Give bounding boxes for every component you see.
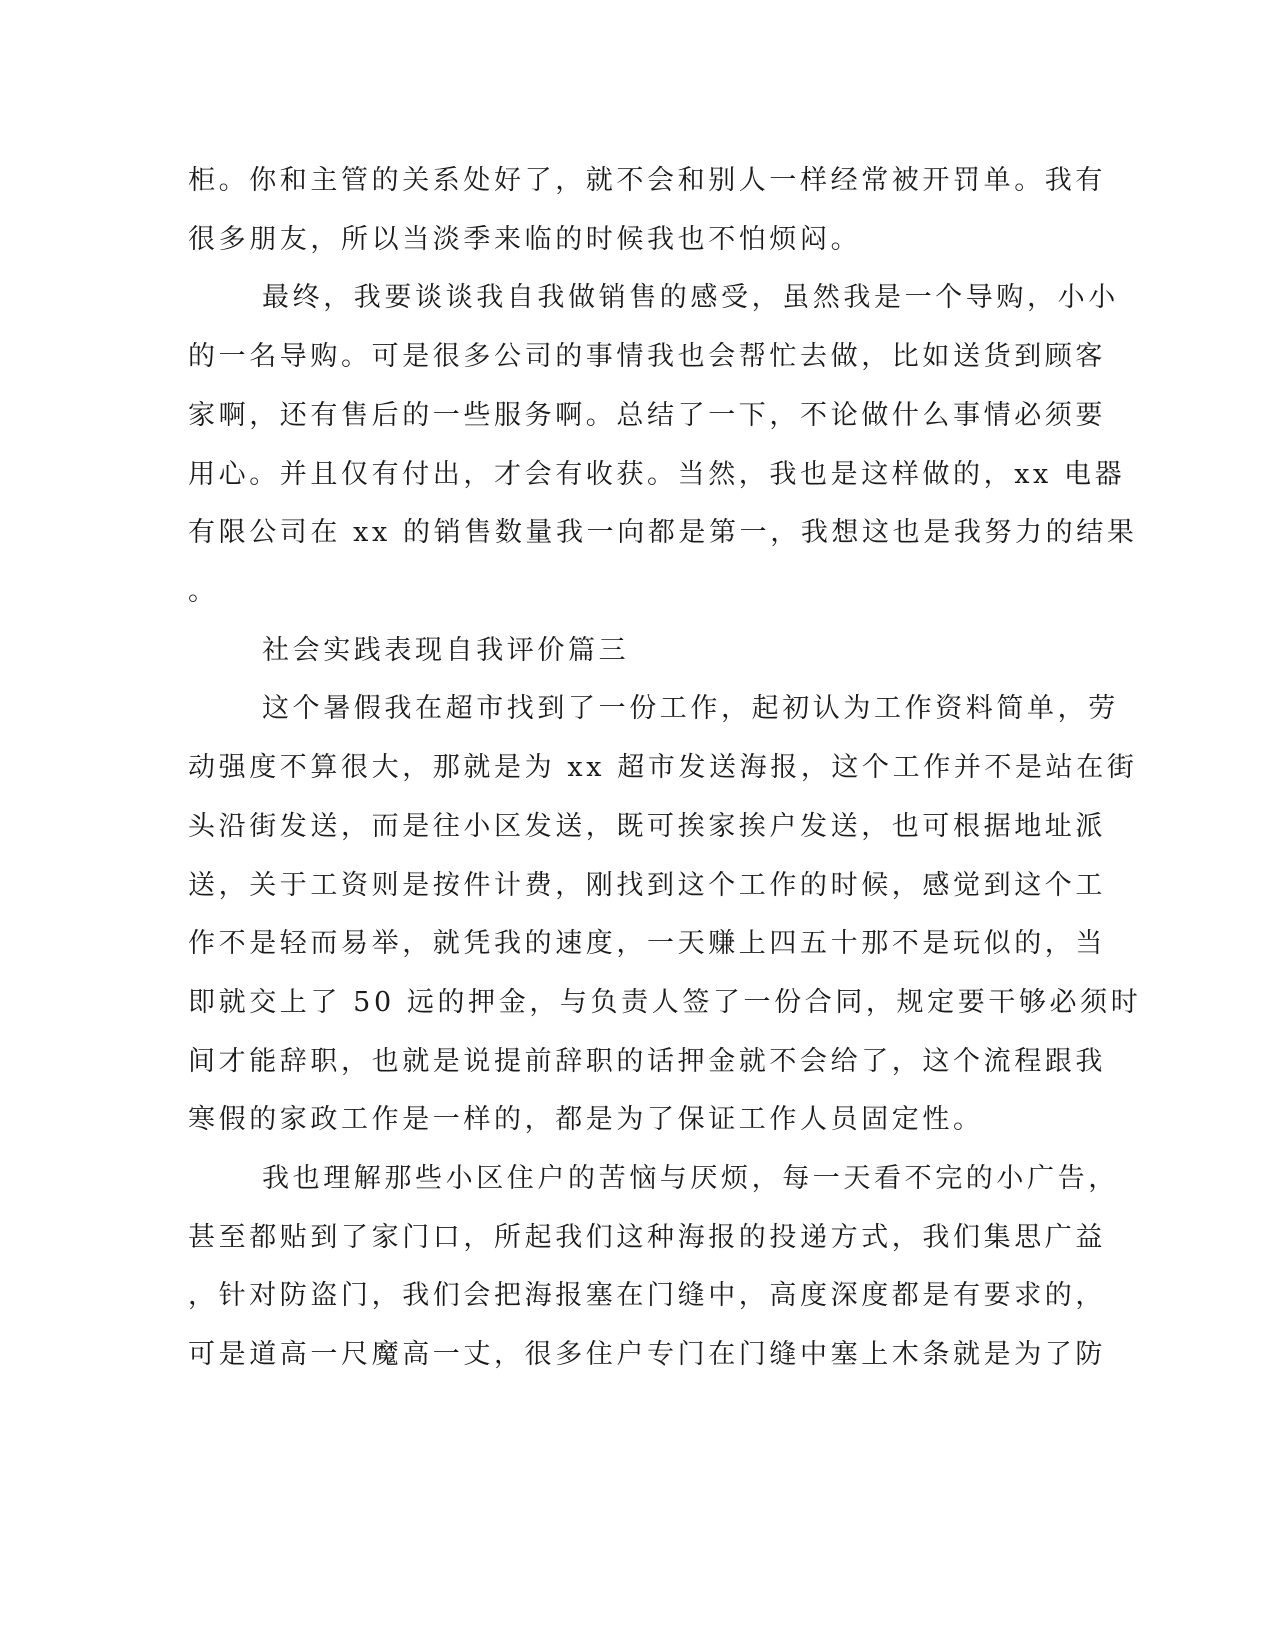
text-line: 。 — [188, 576, 219, 607]
text-line: 间才能辞职，也就是说提前辞职的话押金就不会给了，这个流程跟我 — [188, 1046, 1106, 1077]
text-line: 即就交上了 50 远的押金，与负责人签了一份合同，规定要干够必须时 — [188, 987, 1142, 1018]
paragraph-first-line: 这个暑假我在超市找到了一份工作，起初认为工作资料简单，劳 — [262, 693, 1119, 724]
text-line: 寒假的家政工作是一样的，都是为了保证工作人员固定性。 — [188, 1104, 984, 1135]
text-line: 可是道高一尺魔高一丈，很多住户专门在门缝中塞上木条就是为了防 — [188, 1339, 1106, 1370]
text-line: 柜。你和主管的关系处好了，就不会和别人一样经常被开罚单。我有 — [188, 165, 1106, 196]
text-line: 送，关于工资则是按件计费，刚找到这个工作的时候，感觉到这个工 — [188, 870, 1106, 901]
text-line: 的一名导购。可是很多公司的事情我也会帮忙去做，比如送货到顾客 — [188, 341, 1106, 372]
text-line: 动强度不算很大，那就是为 xx 超市发送海报，这个工作并不是站在街 — [188, 752, 1138, 783]
text-line: 甚至都贴到了家门口，所起我们这种海报的投递方式，我们集思广益 — [188, 1222, 1106, 1253]
text-line: 头沿街发送，而是往小区发送，既可挨家挨户发送，也可根据地址派 — [188, 811, 1106, 842]
section-heading: 社会实践表现自我评价篇三 — [262, 635, 630, 666]
text-line: 作不是轻而易举，就凭我的速度，一天赚上四五十那不是玩似的，当 — [188, 928, 1106, 959]
text-line: 用心。并且仅有付出，才会有收获。当然，我也是这样做的，xx 电器 — [188, 459, 1126, 490]
text-line: 有限公司在 xx 的销售数量我一向都是第一，我想这也是我努力的结果 — [188, 517, 1138, 548]
text-line: 家啊，还有售后的一些服务啊。总结了一下，不论做什么事情必须要 — [188, 400, 1106, 431]
paragraph-first-line: 最终，我要谈谈我自我做销售的感受，虽然我是一个导购，小小 — [262, 282, 1119, 313]
paragraph-first-line: 我也理解那些小区住户的苦恼与厌烦，每一天看不完的小广告， — [262, 1163, 1119, 1194]
text-line: ，针对防盗门，我们会把海报塞在门缝中，高度深度都是有要求的， — [188, 1280, 1106, 1311]
text-line: 很多朋友，所以当淡季来临的时候我也不怕烦闷。 — [188, 224, 862, 255]
